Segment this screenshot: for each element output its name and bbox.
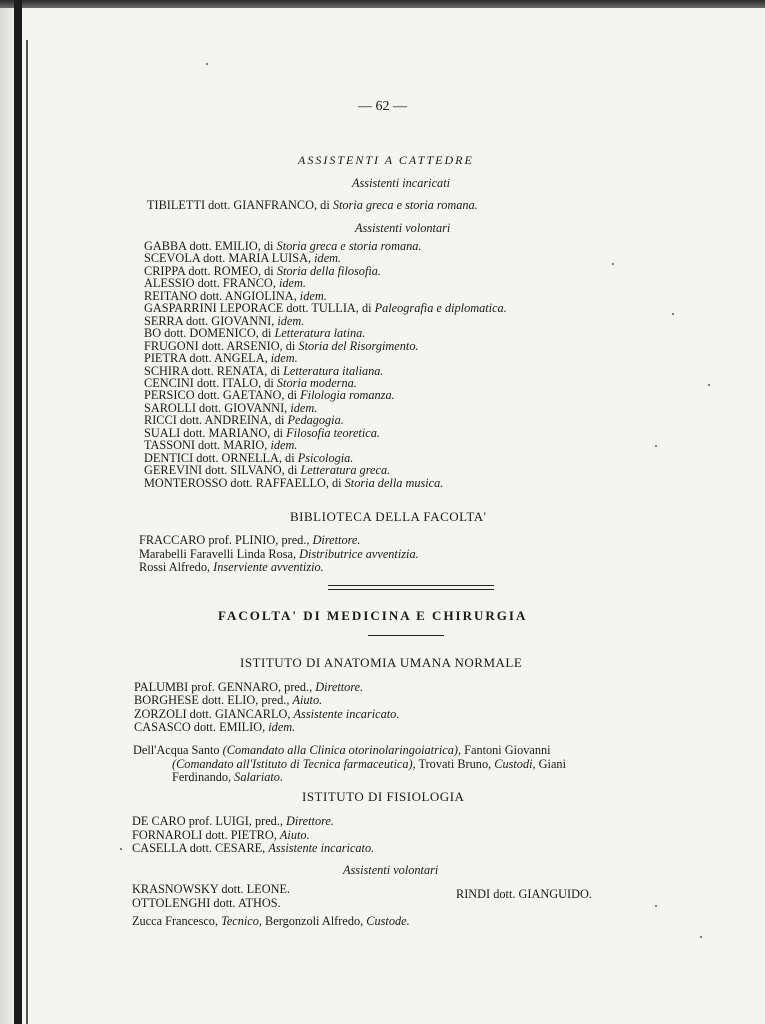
page-edge-shade — [0, 0, 14, 1024]
entry-role: idem. — [278, 276, 306, 291]
entry-name: TIBILETTI dott. GIANFRANCO, di — [147, 198, 333, 212]
biblioteca-entry — [139, 533, 360, 547]
entry-role: Direttore. — [286, 814, 334, 828]
entry-name: BO dott. DOMENICO, di — [144, 326, 275, 341]
entry-role: Storia della filosofia. — [276, 263, 381, 278]
scan-speck — [120, 848, 122, 850]
fisiologia-entry — [132, 841, 374, 855]
entry-name: FRACCARO prof. PLINIO, pred., — [139, 533, 313, 547]
entry-role: Storia greca e storia romana. — [332, 198, 478, 212]
entry-name: SAROLLI dott. GIOVANNI, — [144, 400, 291, 415]
entry-name: GASPARRINI LEPORACE dott. TULLIA, di — [144, 301, 375, 316]
entry-role: Aiuto. — [279, 827, 310, 842]
entry-role: idem. — [270, 438, 298, 453]
faculty-title-text: FACOLTA' DI MEDICINA E CHIRURGIA — [218, 608, 528, 623]
entry-name: TASSONI dott. MARIO, — [144, 438, 271, 453]
staff-name: Dell'Acqua Santo — [133, 743, 223, 757]
subheading-incaricati: Assistenti incaricati — [352, 176, 451, 190]
entry-role: Assistente incaricato. — [293, 706, 400, 721]
entry-name: FORNAROLI dott. PIETRO, — [132, 827, 280, 842]
entry-role: idem. — [314, 251, 342, 266]
entry-role: idem. — [277, 313, 305, 328]
entry-name: SCHIRA dott. RENATA, di — [144, 363, 284, 378]
page-number: — 62 — — [358, 99, 407, 114]
entry-role: Paleografia e diplomatica. — [374, 301, 507, 316]
scan-speck — [206, 63, 208, 65]
entry-role: idem. — [299, 288, 327, 303]
staff-name: Giani — [535, 757, 566, 771]
section-title-assistenti — [298, 153, 474, 167]
anatomia-staff-line-2 — [172, 757, 566, 771]
entry-role: Filologia romanza. — [300, 388, 395, 403]
volontario-left-2: OTTOLENGHI dott. ATHOS. — [132, 896, 281, 910]
entry-name: ZORZOLI dott. GIANCARLO, — [134, 706, 294, 721]
staff-name: Fantoni Giovanni — [461, 743, 551, 757]
fisiologia-entry — [132, 814, 334, 828]
entry-role: Storia del Risorgimento. — [298, 338, 419, 353]
entry-incaricato — [147, 198, 478, 212]
staff-role: (Comandato alla Clinica otorinolaringoiatrica), — [222, 743, 462, 757]
scan-speck — [672, 313, 674, 315]
scan-speck — [655, 905, 657, 907]
section-title-biblioteca: BIBLIOTECA DELLA FACOLTA' — [290, 509, 487, 524]
entry-role: Assistente incaricato. — [268, 841, 375, 855]
staff-role: (Comandato all'Istituto di Tecnica farmaceutica), — [172, 757, 416, 771]
entry-name: Marabelli Faravelli Linda Rosa, — [139, 546, 300, 561]
staff-name: Zucca Francesco, — [132, 914, 222, 928]
staff-name: Ferdinando, — [172, 770, 235, 784]
entry-name: PALUMBI prof. GENNARO, pred., — [134, 680, 316, 694]
fisiologia-entry — [132, 828, 310, 842]
biblioteca-entry — [139, 560, 324, 574]
divider-double-bottom — [328, 589, 494, 590]
entry-role: Pedagogia. — [287, 413, 344, 428]
subheading-fisiologia-volontari: Assistenti volontari — [343, 863, 439, 877]
entry-name: Rossi Alfredo, — [139, 560, 214, 574]
scan-speck — [612, 263, 614, 265]
subheading-volontari: Assistenti volontari — [355, 221, 451, 235]
entry-name: CRIPPA dott. ROMEO, di — [144, 263, 277, 278]
volontario-entry — [144, 476, 443, 490]
entry-role: Distributrice avventizia. — [299, 546, 419, 561]
volontario-left-1: KRASNOWSKY dott. LEONE. — [132, 882, 291, 896]
divider-double-top — [328, 585, 494, 586]
entry-name: RICCI dott. ANDREINA, di — [144, 413, 288, 428]
entry-role: Storia greca e storia romana. — [276, 239, 422, 253]
entry-name: GEREVINI dott. SILVANO, di — [144, 463, 301, 478]
section-title-text: ASSISTENTI A CATTEDRE — [298, 153, 474, 167]
anatomia-entry — [134, 693, 322, 707]
section-title-fisiologia: ISTITUTO DI FISIOLOGIA — [302, 789, 465, 804]
entry-name: BORGHESE dott. ELIO, pred., — [134, 693, 293, 708]
entry-role: Filosofia teoretica. — [286, 425, 380, 440]
divider-short — [368, 635, 444, 636]
volontario-right: RINDI dott. GIANGUIDO. — [456, 887, 592, 901]
anatomia-entry — [134, 680, 363, 694]
anatomia-entry — [134, 720, 295, 734]
entry-role: idem. — [268, 719, 296, 734]
entry-name: PIETRA dott. ANGELA, — [144, 351, 271, 366]
entry-role: Letteratura latina. — [274, 326, 366, 341]
entry-name: FRUGONI dott. ARSENIO, di — [144, 338, 299, 353]
anatomia-staff-line-1 — [133, 743, 551, 757]
scan-speck — [655, 445, 657, 447]
entry-role: Direttore. — [312, 533, 361, 547]
entry-name: SCEVOLA dott. MARIA LUISA, — [144, 251, 315, 266]
staff-name: Bergonzoli Alfredo, — [261, 914, 367, 928]
entry-role: Psicologia. — [297, 450, 354, 465]
staff-name: Trovati Bruno, — [415, 757, 495, 771]
staff-role: Custode. — [366, 914, 410, 928]
staff-role: Salariato. — [234, 770, 284, 784]
entry-role: idem. — [270, 351, 298, 366]
entry-name: CENCINI dott. ITALO, di — [144, 375, 277, 390]
entry-name: MONTEROSSO dott. RAFFAELLO, di — [144, 475, 345, 490]
binding-shadow — [14, 0, 22, 1024]
entry-name: CASASCO dott. EMILIO, — [134, 719, 269, 734]
binding-line — [26, 40, 28, 1024]
scan-speck — [708, 384, 710, 386]
entry-name: ALESSIO dott. FRANCO, — [144, 276, 279, 291]
entry-role: idem. — [290, 400, 318, 415]
entry-role: Storia moderna. — [276, 375, 357, 390]
faculty-title — [218, 609, 527, 623]
fisiologia-staff-line — [132, 914, 410, 928]
entry-role: Direttore. — [315, 680, 364, 694]
entry-name: GABBA dott. EMILIO, di — [144, 239, 277, 253]
entry-role: Inserviente avventizio. — [213, 560, 324, 574]
entry-role: Letteratura greca. — [300, 463, 391, 478]
entry-name: PERSICO dott. GAETANO, di — [144, 388, 301, 403]
biblioteca-entry — [139, 547, 419, 561]
anatomia-entry — [134, 707, 399, 721]
entry-role: Aiuto. — [292, 693, 323, 708]
staff-role: Tecnico, — [221, 914, 262, 928]
entry-name: DENTICI dott. ORNELLA, di — [144, 450, 298, 465]
entry-name: REITANO dott. ANGIOLINA, — [144, 288, 300, 303]
entry-name: SERRA dott. GIOVANNI, — [144, 313, 278, 328]
scan-speck — [700, 936, 702, 938]
entry-name: CASELLA dott. CESARE, — [132, 841, 269, 855]
entry-role: Storia della musica. — [344, 475, 444, 490]
staff-role: Custodi, — [494, 757, 536, 771]
entry-role: Letteratura italiana. — [283, 363, 384, 378]
section-title-anatomia: ISTITUTO DI ANATOMIA UMANA NORMALE — [240, 655, 523, 670]
scan-top-edge — [0, 0, 765, 8]
anatomia-staff-line-3 — [172, 770, 283, 784]
entry-name: SUALI dott. MARIANO, di — [144, 425, 287, 440]
entry-name: DE CARO prof. LUIGI, pred., — [132, 814, 287, 828]
